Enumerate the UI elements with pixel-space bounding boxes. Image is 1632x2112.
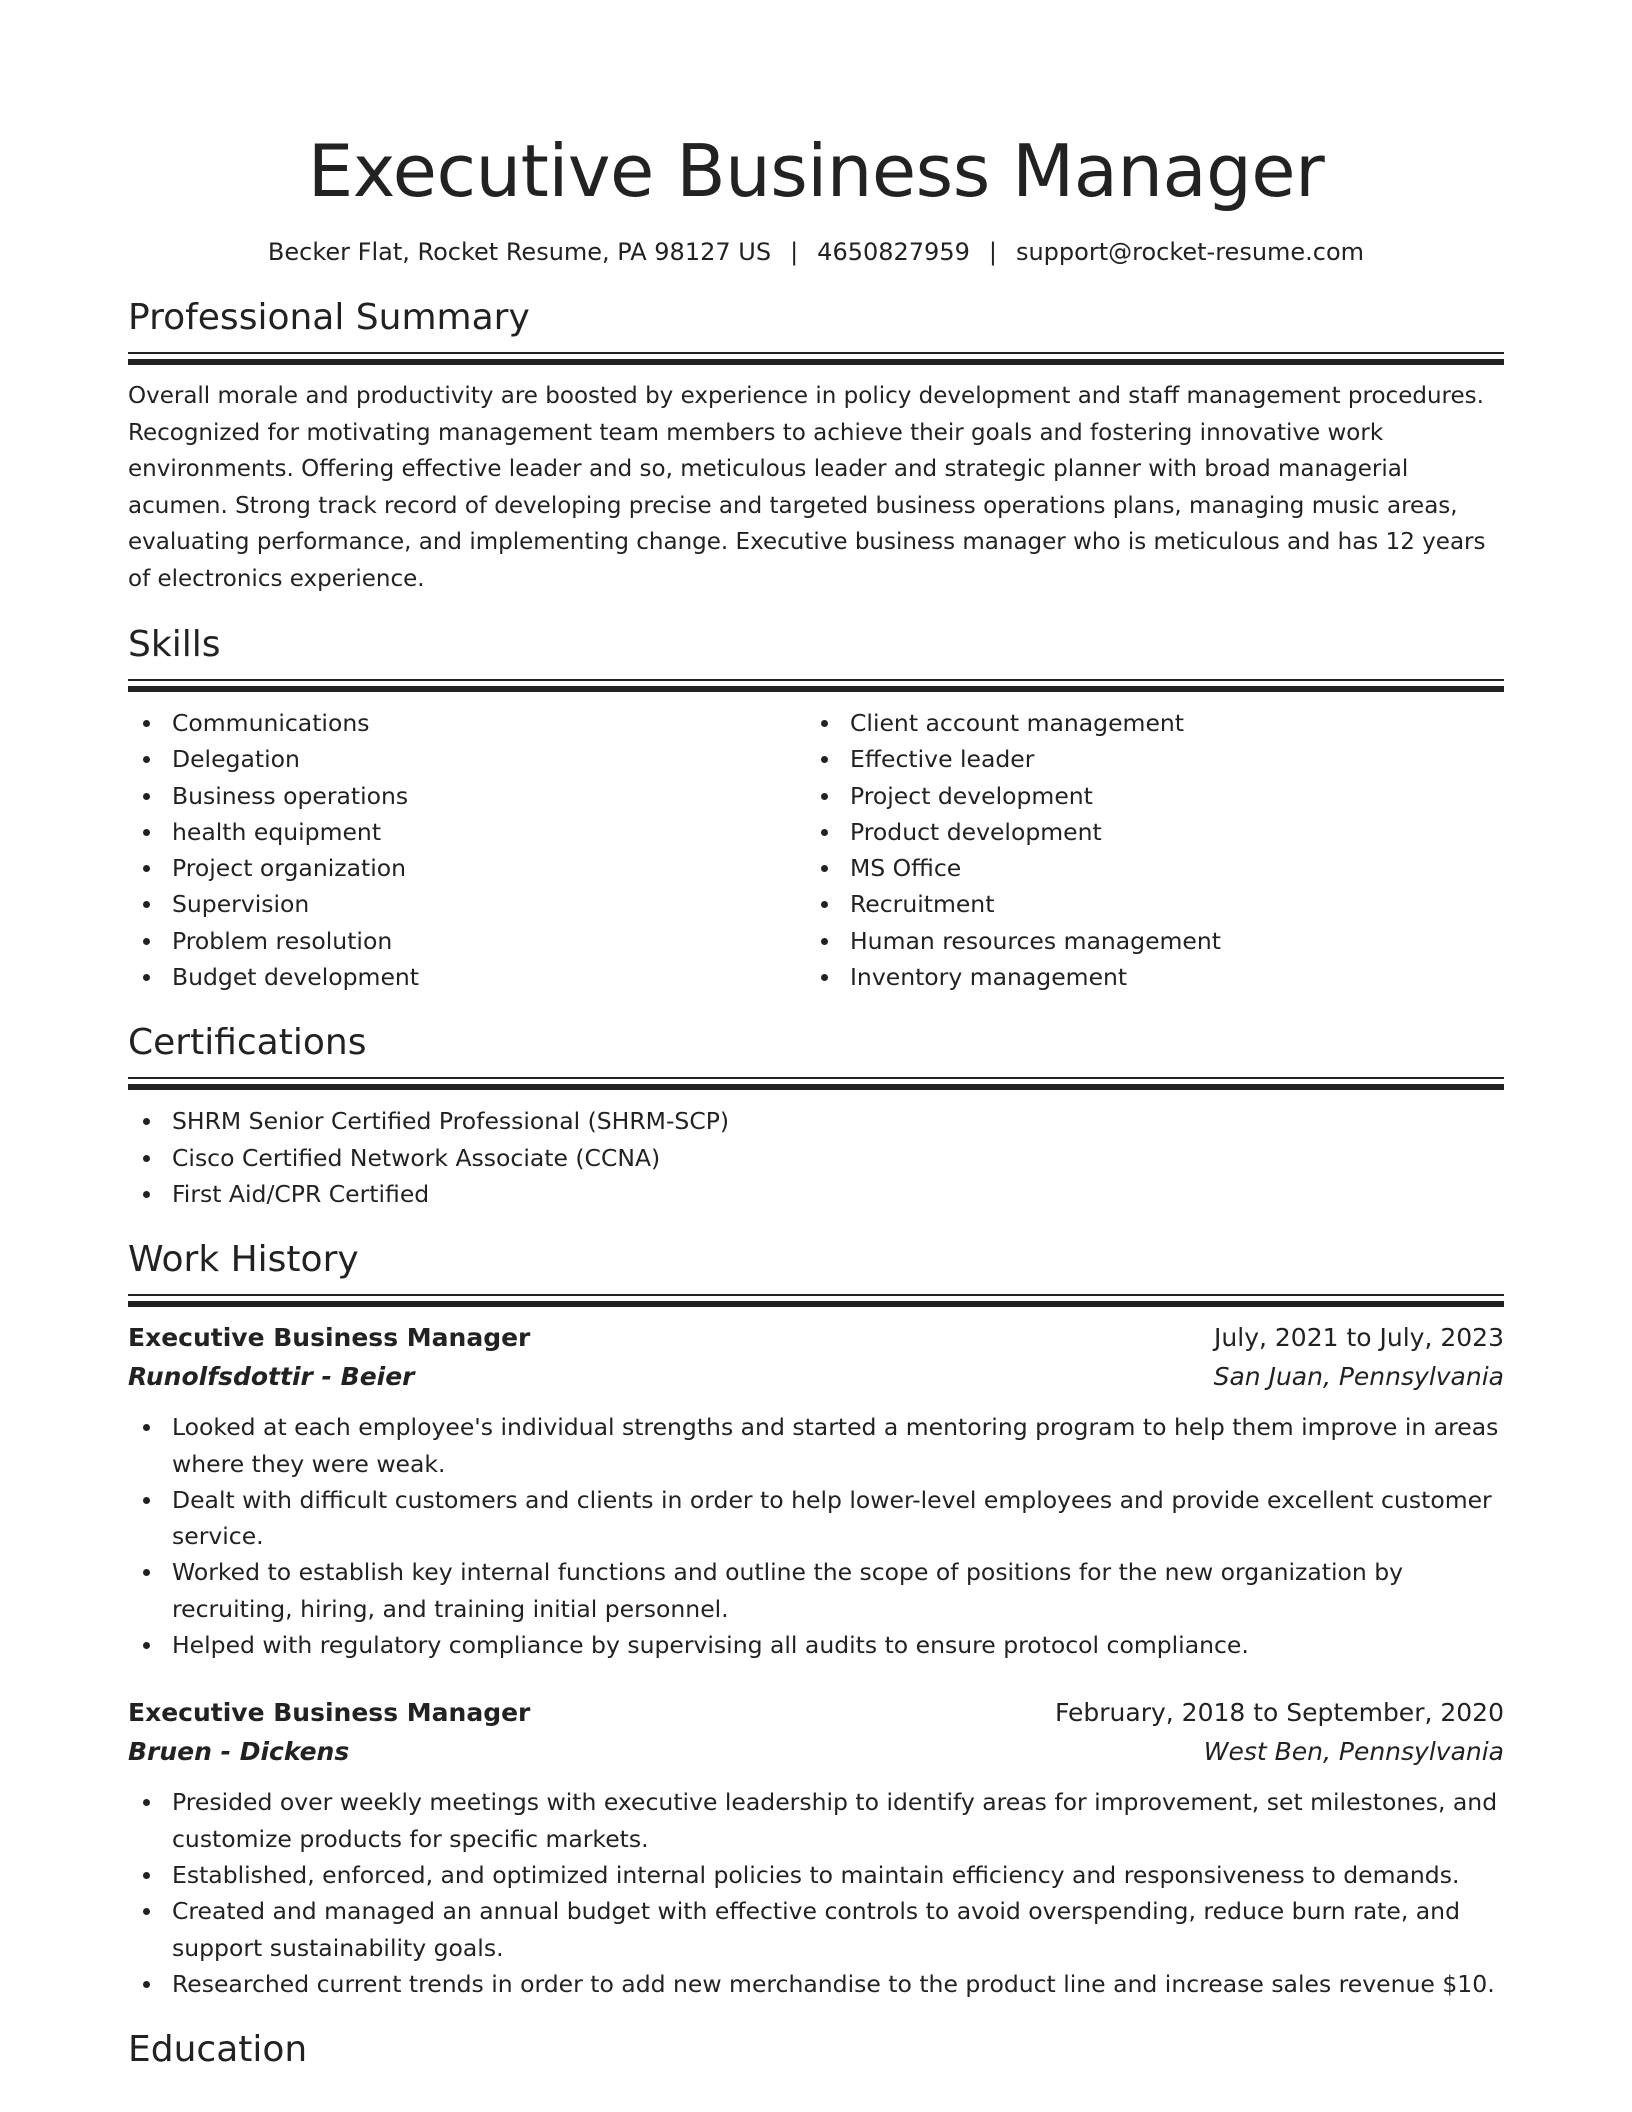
skills-right-list (806, 705, 1484, 995)
skill-item: Business operations (128, 778, 806, 814)
skill-item: Effective leader (806, 741, 1484, 777)
job-bullet-list (128, 1409, 1504, 1663)
job-entry (128, 1693, 1504, 2002)
job-bullet: Worked to establish key internal functions and outline the scope of positions for the new organization by recruiting, hiring, and training initial personnel. (128, 1554, 1504, 1627)
job-title: Executive Business Manager (128, 1323, 531, 1353)
summary-section (128, 296, 1504, 597)
job-subheader (128, 1733, 1504, 1771)
skill-item: Project organization (128, 850, 806, 886)
contact-phone: 4650827959 (817, 238, 970, 266)
job-dates: February, 2018 to September, 2020 (1055, 1698, 1504, 1728)
section-title-work-history: Work History (128, 1239, 359, 1281)
section-divider (128, 679, 1504, 691)
section-title-summary: Professional Summary (128, 297, 530, 338)
education-section (128, 2028, 1504, 2072)
skill-item: Client account management (806, 705, 1484, 741)
job-bullet-list (128, 1784, 1504, 2002)
job-bullet: Established, enforced, and optimized internal policies to maintain efficiency and responsiveness to demands. (128, 1857, 1504, 1893)
summary-text: Overall morale and productivity are boosted by experience in policy development and staff management procedures. Recognized for motivating management team members to achieve their goals and fostering innovative work environments. Offering effective leader and so, meticulous leader and strategic planner with broad managerial acumen. Strong track record of developing precise and targeted business operations plans, managing music areas, evaluating performance, and implementing change. Executive business manager who is meticulous and has 12 years of electronics experience. (128, 383, 1486, 592)
resume-page (128, 0, 1504, 2072)
section-title-certifications: Certifications (128, 1022, 367, 1064)
job-header (128, 1318, 1504, 1358)
section-divider (128, 352, 1504, 364)
work-history-section (128, 1238, 1504, 2002)
skill-item: health equipment (128, 814, 806, 850)
job-subheader (128, 1358, 1504, 1396)
skill-item: Project development (806, 778, 1484, 814)
certification-item: First Aid/CPR Certified (128, 1176, 1504, 1212)
contact-address: Becker Flat, Rocket Resume, PA 98127 US (267, 238, 772, 266)
job-company: Runolfsdottir - Beier (128, 1362, 415, 1392)
job-location: West Ben, Pennsylvania (1203, 1737, 1504, 1767)
certification-item: Cisco Certified Network Associate (CCNA) (128, 1140, 1504, 1176)
skills-left-list (128, 705, 806, 995)
section-title-education: Education (128, 2029, 308, 2071)
certification-item: SHRM Senior Certified Professional (SHRM-SCP) (128, 1103, 1504, 1139)
resume-name: Executive Business Manager (307, 129, 1325, 213)
contact-line (128, 238, 1504, 266)
section-divider (128, 1294, 1504, 1306)
skill-item: Supervision (128, 886, 806, 922)
skills-section (128, 623, 1504, 995)
certifications-section (128, 1021, 1504, 1212)
skill-item: Human resources management (806, 923, 1484, 959)
job-title: Executive Business Manager (128, 1698, 531, 1728)
job-bullet: Presided over weekly meetings with executive leadership to identify areas for improvement, set milestones, and customize products for specific markets. (128, 1784, 1504, 1857)
contact-email[interactable]: support@rocket-resume.com (1015, 238, 1365, 266)
job-bullet: Helped with regulatory compliance by supervising all audits to ensure protocol compliance. (128, 1627, 1504, 1663)
skill-item: Communications (128, 705, 806, 741)
skills-columns (128, 705, 1504, 995)
certifications-list (128, 1103, 1504, 1212)
job-dates: July, 2021 to July, 2023 (1214, 1323, 1504, 1353)
section-divider (128, 1077, 1504, 1089)
contact-separator: | (988, 238, 997, 266)
job-bullet: Looked at each employee's individual strengths and started a mentoring program to help them improve in areas where they were weak. (128, 1409, 1504, 1482)
skill-item: Product development (806, 814, 1484, 850)
skill-item: MS Office (806, 850, 1484, 886)
job-header (128, 1693, 1504, 1733)
job-bullet: Created and managed an annual budget with effective controls to avoid overspending, reduce burn rate, and support sustainability goals. (128, 1893, 1504, 1966)
job-bullet: Dealt with difficult customers and clients in order to help lower-level employees and provide excellent customer service. (128, 1482, 1504, 1555)
section-title-skills: Skills (128, 624, 221, 665)
contact-separator: | (790, 238, 799, 266)
skill-item: Delegation (128, 741, 806, 777)
job-entry (128, 1318, 1504, 1663)
skill-item: Budget development (128, 959, 806, 995)
job-company: Bruen - Dickens (128, 1737, 350, 1767)
skill-item: Problem resolution (128, 923, 806, 959)
skill-item: Recruitment (806, 886, 1484, 922)
job-location: San Juan, Pennsylvania (1213, 1362, 1504, 1392)
skill-item: Inventory management (806, 959, 1484, 995)
job-bullet: Researched current trends in order to add new merchandise to the product line and increase sales revenue $10. (128, 1966, 1504, 2002)
